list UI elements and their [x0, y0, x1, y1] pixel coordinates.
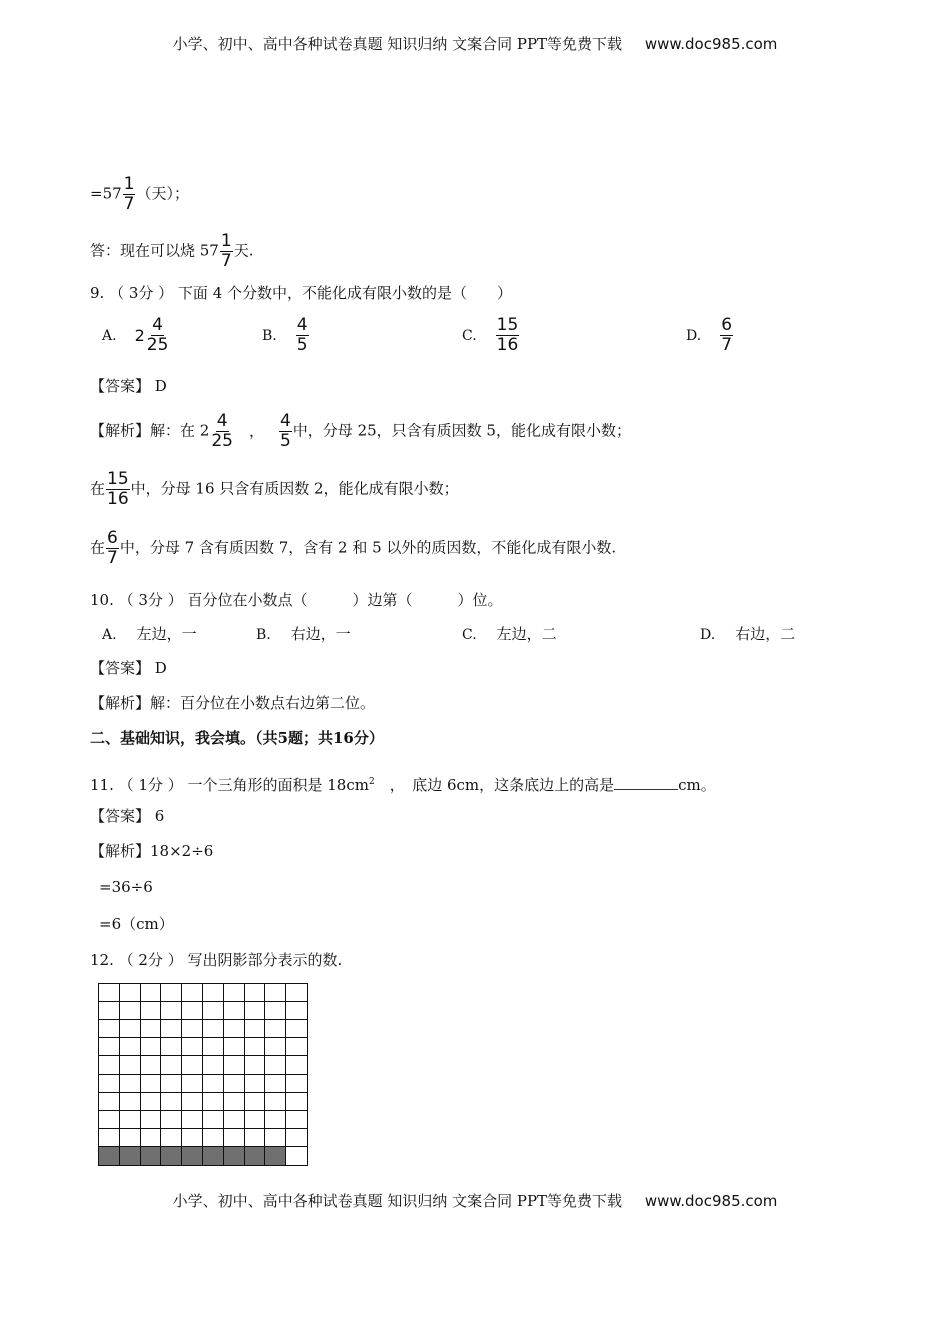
grid-cell [265, 1093, 286, 1111]
grid-cell [120, 1075, 141, 1093]
shaded-cell [141, 1147, 162, 1165]
q9-option-c[interactable] [462, 316, 520, 355]
grid-cell [120, 1111, 141, 1129]
grid-cell [99, 1111, 120, 1129]
shaded-cell [161, 1147, 182, 1165]
q12-stem: 12. （ 2分 ） 写出阴影部分表示的数. [90, 951, 343, 969]
page-footer [0, 1190, 950, 1211]
analysis-prefix: 在 [90, 538, 106, 557]
grid-cell [141, 1002, 162, 1020]
grid-cell [203, 1129, 224, 1147]
fraction [296, 316, 309, 355]
grid-cell [203, 1002, 224, 1020]
grid-cell [141, 1111, 162, 1129]
grid-cell [265, 1020, 286, 1038]
carry-line-1-suffix: （天）； [136, 184, 189, 203]
grid-cell [286, 1129, 307, 1147]
grid-cell [286, 1038, 307, 1056]
shaded-cell [99, 1147, 120, 1165]
grid-cell [161, 1093, 182, 1111]
numerator: 1 [220, 231, 232, 251]
grid-cell [141, 984, 162, 1002]
grid-cell [245, 1129, 266, 1147]
grid-cell [245, 1056, 266, 1074]
option-label: A. [102, 327, 117, 344]
q10-option-c[interactable] [462, 623, 557, 644]
hundred-grid [98, 983, 308, 1166]
grid-cell [245, 984, 266, 1002]
section-2-title: 二、基础知识，我会填。（共5题；共16分） [90, 729, 384, 747]
denominator: 25 [146, 335, 169, 355]
denominator: 7 [107, 548, 118, 568]
analysis-suffix: 中，分母 7 含有质因数 7，含有 2 和 5 以外的质因数，不能化成有限小数. [119, 538, 617, 557]
numerator: 4 [296, 315, 308, 335]
grid-cell [265, 984, 286, 1002]
numerator: 15 [107, 469, 129, 489]
q9-analysis-2 [90, 470, 459, 509]
grid-cell [245, 1038, 266, 1056]
grid-cell [161, 1056, 182, 1074]
grid-cell [120, 1093, 141, 1111]
grid-cell [141, 1038, 162, 1056]
footer-site[interactable]: www.doc985.com [644, 1192, 778, 1210]
fraction [220, 232, 233, 271]
grid-cell [265, 1075, 286, 1093]
analysis-separator: ， [248, 421, 264, 440]
q10-answer: 【答案】 D [90, 659, 167, 677]
grid-cell [286, 1111, 307, 1129]
denominator: 7 [721, 335, 733, 355]
grid-cell [182, 1111, 203, 1129]
q9-option-d[interactable] [686, 316, 734, 355]
denominator: 5 [279, 431, 291, 451]
fraction [496, 316, 520, 355]
denominator: 25 [211, 431, 233, 451]
grid-cell [161, 1002, 182, 1020]
numerator: 6 [721, 315, 733, 335]
option-label: B. [256, 627, 271, 643]
grid-cell [203, 1111, 224, 1129]
grid-cell [141, 1093, 162, 1111]
denominator: 5 [296, 335, 308, 355]
option-label: D. [686, 327, 702, 344]
q10-stem: 10. （ 3分 ） 百分位在小数点（ ）边第（ ）位。 [90, 591, 503, 609]
option-label: C. [462, 327, 477, 344]
grid-cell [120, 1056, 141, 1074]
q11-stem [90, 772, 716, 795]
grid-cell [265, 1111, 286, 1129]
fraction [123, 175, 136, 214]
q11-analysis: 【解析】18×2÷6 [90, 842, 214, 860]
option-whole: 2 [134, 326, 145, 345]
grid-cell [161, 1129, 182, 1147]
grid-cell [224, 984, 245, 1002]
option-text: 左边，一 [136, 625, 197, 643]
q10-analysis: 【解析】解：百分位在小数点右边第二位。 [90, 694, 376, 712]
grid-cell [182, 1093, 203, 1111]
grid-cell [286, 1075, 307, 1093]
grid-cell [224, 1129, 245, 1147]
q11-stem-a: 11. （ 1分 ） 一个三角形的面积是 18cm [90, 776, 369, 794]
grid-cell [99, 1093, 120, 1111]
superscript: 2 [368, 777, 375, 787]
q9-stem: 9. （ 3分 ） 下面 4 个分数中，不能化成有限小数的是（ ） [90, 284, 513, 302]
analysis-suffix: 中，分母 16 只含有质因数 2，能化成有限小数； [130, 479, 459, 498]
carry-line-2 [90, 232, 253, 271]
grid-cell [224, 1038, 245, 1056]
grid-cell [182, 1129, 203, 1147]
q11-step-1: =36÷6 [99, 878, 153, 896]
grid-cell [120, 1020, 141, 1038]
grid-cell [224, 1111, 245, 1129]
fraction [279, 412, 292, 451]
shaded-cell [182, 1147, 203, 1165]
grid-cell [99, 984, 120, 1002]
answer-blank[interactable] [614, 775, 678, 790]
grid-cell [245, 1093, 266, 1111]
grid-cell [161, 1111, 182, 1129]
grid-cell [182, 1056, 203, 1074]
grid-cell [245, 1111, 266, 1129]
q11-step-2: =6（cm） [99, 915, 174, 933]
footer-text: 小学、初中、高中各种试卷真题 知识归纳 文案合同 PPT等免费下载 [172, 1192, 623, 1210]
grid-cell [99, 1075, 120, 1093]
q9-answer: 【答案】 D [90, 377, 167, 395]
grid-cell [141, 1056, 162, 1074]
grid-cell [203, 1038, 224, 1056]
grid-cell [182, 984, 203, 1002]
grid-cell [224, 1056, 245, 1074]
grid-cell [141, 1129, 162, 1147]
analysis-prefix: 【解析】解：在 2 [90, 421, 210, 440]
grid-cell [141, 1075, 162, 1093]
grid-cell [99, 1002, 120, 1020]
grid-cell [224, 1020, 245, 1038]
grid-cell [286, 1093, 307, 1111]
grid-cell [265, 1002, 286, 1020]
shaded-cell [203, 1147, 224, 1165]
numerator: 15 [496, 315, 519, 335]
grid-cell [161, 1038, 182, 1056]
option-label: C. [462, 627, 477, 643]
carry-line-1-prefix: =57 [90, 184, 122, 203]
page-header [0, 33, 950, 54]
analysis-prefix: 在 [90, 479, 106, 498]
option-label: B. [262, 327, 277, 344]
grid-cell [182, 1038, 203, 1056]
grid-cell [265, 1129, 286, 1147]
grid-cell [245, 1020, 266, 1038]
grid-cell [203, 1075, 224, 1093]
numerator: 1 [123, 174, 135, 194]
option-text: 右边，一 [290, 625, 351, 643]
shaded-cell [265, 1147, 286, 1165]
grid-cell [286, 1147, 307, 1165]
denominator: 7 [220, 251, 232, 271]
option-label: D. [700, 627, 716, 643]
grid-cell [141, 1020, 162, 1038]
grid-cell [286, 1020, 307, 1038]
grid-cell [161, 984, 182, 1002]
q10-option-a[interactable] [102, 623, 197, 644]
carry-line-2-suffix: 天. [233, 241, 254, 260]
grid-cell [161, 1020, 182, 1038]
grid-cell [182, 1075, 203, 1093]
option-text: 右边，二 [735, 625, 796, 643]
header-site[interactable]: www.doc985.com [644, 35, 778, 53]
grid-cell [203, 1093, 224, 1111]
numerator: 4 [216, 411, 228, 431]
grid-cell [120, 1038, 141, 1056]
fraction [210, 412, 234, 451]
option-text: 左边，二 [496, 625, 557, 643]
grid-cell [265, 1056, 286, 1074]
grid-cell [203, 984, 224, 1002]
grid-cell [265, 1038, 286, 1056]
q10-option-b[interactable] [256, 623, 351, 644]
q10-option-d[interactable] [700, 623, 795, 644]
grid-cell [120, 984, 141, 1002]
q11-answer: 【答案】 6 [90, 807, 165, 825]
q11-stem-c: cm。 [678, 776, 716, 794]
analysis-suffix: 中，分母 25，只含有质因数 5，能化成有限小数； [292, 421, 631, 440]
grid-cell [182, 1002, 203, 1020]
fraction [106, 470, 130, 509]
q9-analysis-1 [90, 412, 631, 451]
grid-cell [224, 1002, 245, 1020]
q11-stem-b: ， 底边 6cm，这条底边上的高是 [374, 776, 615, 794]
grid-cell [286, 984, 307, 1002]
grid-cell [182, 1020, 203, 1038]
grid-cell [99, 1020, 120, 1038]
grid-cell [203, 1020, 224, 1038]
grid-cell [286, 1056, 307, 1074]
grid-cell [245, 1002, 266, 1020]
grid-cell [99, 1056, 120, 1074]
denominator: 16 [107, 489, 129, 509]
grid-cell [224, 1093, 245, 1111]
fraction [720, 316, 733, 355]
grid-cell [203, 1056, 224, 1074]
grid-cell [224, 1075, 245, 1093]
shaded-cell [120, 1147, 141, 1165]
grid-cell [120, 1002, 141, 1020]
numerator: 4 [279, 411, 291, 431]
numerator: 4 [152, 315, 163, 335]
denominator: 16 [496, 335, 519, 355]
grid-cell [161, 1075, 182, 1093]
fraction [146, 316, 170, 355]
carry-line-2-prefix: 答：现在可以烧 57 [90, 241, 219, 260]
carry-line-1 [90, 175, 189, 214]
denominator: 7 [123, 194, 135, 214]
numerator: 6 [107, 528, 118, 548]
fraction [106, 529, 119, 568]
grid-cell [99, 1129, 120, 1147]
option-label: A. [102, 627, 117, 643]
shaded-cell [224, 1147, 245, 1165]
q9-option-b[interactable] [262, 316, 310, 355]
grid-cell [99, 1038, 120, 1056]
header-text: 小学、初中、高中各种试卷真题 知识归纳 文案合同 PPT等免费下载 [172, 35, 623, 53]
q9-analysis-3 [90, 529, 616, 568]
grid-cell [286, 1002, 307, 1020]
q9-option-a[interactable] [102, 316, 170, 355]
grid-cell [245, 1075, 266, 1093]
shaded-cell [245, 1147, 266, 1165]
grid-cell [120, 1129, 141, 1147]
